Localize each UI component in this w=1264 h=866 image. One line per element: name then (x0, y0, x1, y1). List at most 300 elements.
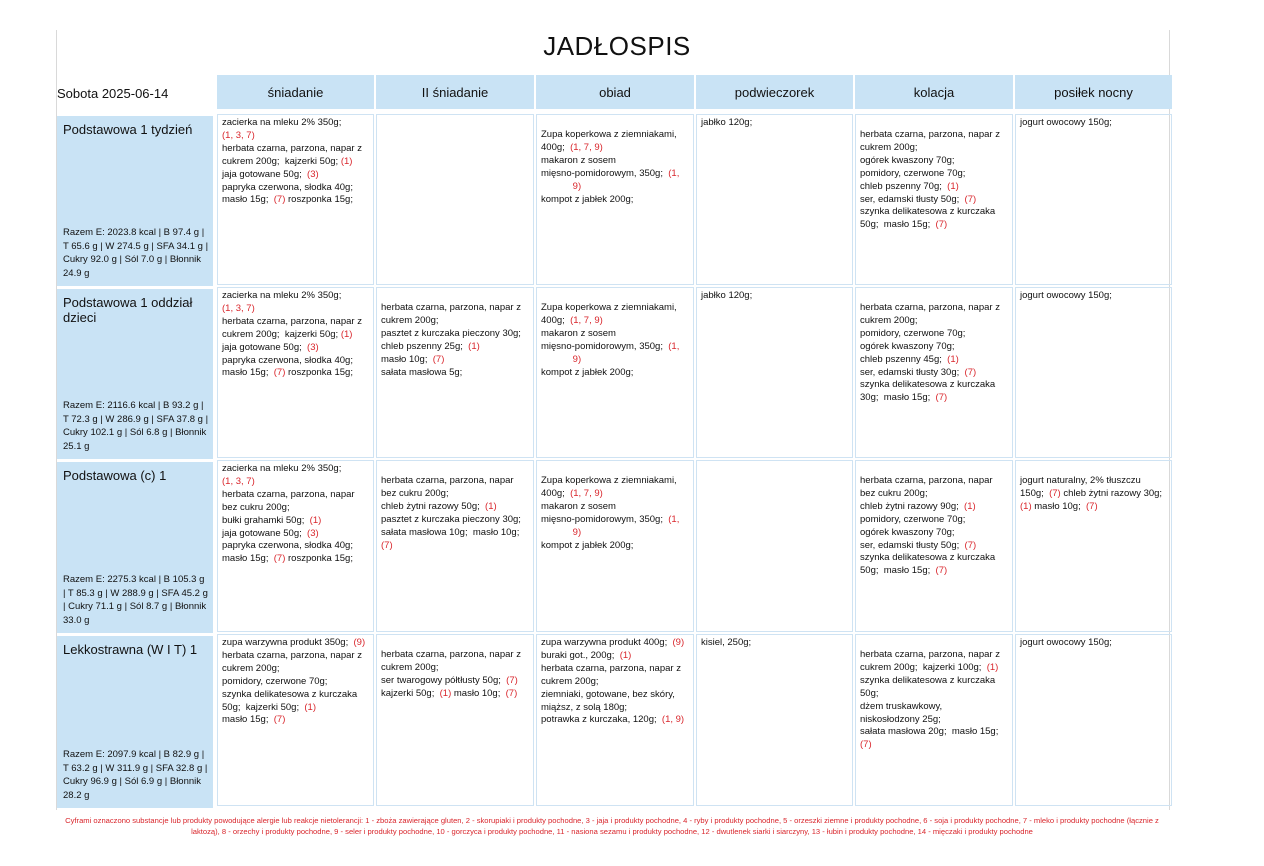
meal-line (860, 540, 1008, 553)
nutrition-summary: Razem E: 2023.8 kcal | B 97.4 g | T 65.6 g | W 274.5 g | SFA 34.1 g | Cukry 92.0 g | Sól 7.0 g | Błonnik 24.9 g (63, 227, 209, 279)
allergen-code: (1, 9) (661, 714, 685, 726)
meal-items (860, 129, 1008, 232)
meal-cell (855, 114, 1013, 285)
food-item-text: ogórek kwaszony 70g; (860, 526, 955, 538)
meal-line (541, 702, 689, 715)
food-item-text: szynka delikatesowa z kurczaka (222, 688, 358, 700)
food-item-text: pomidory, czerwone 70g; (860, 327, 966, 339)
allergen-code: (1) (309, 514, 322, 526)
food-item-text: jaja gotowane 50g; (222, 527, 308, 539)
meal-line (541, 194, 689, 207)
food-item-text: chleb pszenny 25g; (381, 340, 469, 352)
meal-line (1020, 501, 1167, 514)
meal-items (541, 302, 689, 379)
meal-line (222, 367, 369, 380)
meal-line (1020, 290, 1167, 303)
meal-line (860, 514, 1008, 527)
allergen-code: (3) (307, 341, 319, 353)
allergen-code: (7) (1086, 500, 1098, 512)
allergen-code: (1) (947, 353, 959, 365)
allergen-code: (7) (432, 353, 445, 365)
meal-line (541, 129, 689, 142)
meal-line (222, 476, 369, 489)
food-item-text: bez cukru 200g; (860, 487, 928, 499)
food-item-text: 50g; masło 15g; (860, 565, 936, 577)
food-item-text: herbata czarna, parzona, napar z (541, 662, 681, 674)
food-item-text: herbata czarna, parzona, napar z (860, 302, 1000, 313)
food-item-text: kompot z jabłek 200g; (541, 193, 634, 205)
allergen-code: (1) (340, 328, 353, 340)
allergen-code: (7) (273, 194, 286, 206)
food-item-text: masło 15g; (222, 194, 274, 206)
food-item-text: papryka czerwona, słodka 40g; (222, 181, 353, 193)
meal-line (222, 290, 369, 303)
meal-line (860, 194, 1008, 207)
food-item-text: chleb żytni razowy 50g; (381, 500, 486, 512)
meal-cell (696, 634, 853, 806)
allergen-footnote: Cyframi oznaczono substancje lub produkty powodujące alergie lub reakcje nietolerancji: 1 - zboża zawierające gluten, 2 - skorupiaki i produkty pochodne, 3 - jaja i produkty pochodne, 4 - ryby i produkty pochodne, 5 - orzeszki ziemne i produkty pochodne, 6 - soja i produkty pochodne, 7 - mleko i produkty pochodne (łącznie z laktozą), 8 - orzechy i produkty pochodne, 9 - seler i produkty pochodne, 10 - gorczyca i produkty pochodne, 11 - nasiona sezamu i produkty pochodne, 12 - dwutlenek siarki i siarczyny, 13 - łubin i produkty pochodne, 14 - mięczaki i produkty pochodne (65, 816, 1159, 836)
meal-line (222, 650, 369, 663)
allergen-code: (7) (1049, 487, 1061, 499)
food-item-text: ogórek kwaszony 70g; (860, 340, 955, 352)
allergen-code: (1) (947, 180, 959, 192)
food-item-text: chleb żytni razowy 30g; (1060, 487, 1163, 499)
meal-items (381, 475, 529, 552)
meal-line (541, 527, 689, 540)
allergen-code: (9) (672, 637, 685, 648)
meal-line (860, 475, 1008, 488)
food-item-text: ser, edamski tłusty 50g; (860, 539, 965, 551)
meal-items (1020, 290, 1167, 303)
allergen-code: (1) (986, 661, 999, 673)
allergen-code: (7) (935, 392, 948, 404)
meal-line (381, 328, 529, 341)
meal-line (222, 553, 369, 566)
food-item-text: herbata czarna, parzona, napar z (860, 129, 1000, 140)
nutrition-summary: Razem E: 2275.3 kcal | B 105.3 g | T 85.3 g | W 288.9 g | SFA 45.2 g | Cukry 71.1 g | Sól 8.7 g | Błonnik 33.0 g (63, 574, 208, 626)
food-item-text: niskosłodzony 25g; (860, 713, 941, 725)
food-item-text: sałata masłowa 5g; (381, 366, 463, 378)
food-item-text: cukrem 200g; (222, 662, 280, 674)
allergen-code: (7) (964, 539, 977, 551)
meal-cell (696, 460, 853, 632)
food-item-text: miąższ, z solą 180g; (541, 701, 628, 713)
meal-line (701, 637, 848, 650)
food-item-text: masło 15g; (222, 553, 274, 565)
food-item-text: cukrem 200g; (860, 314, 918, 326)
meal-cell (855, 460, 1013, 632)
meal-line (222, 182, 369, 195)
meal-line (222, 169, 369, 182)
meal-line (860, 328, 1008, 341)
meal-line (541, 501, 689, 514)
meal-line (541, 676, 689, 689)
food-item-text: jogurt owocowy 150g; (1020, 290, 1112, 301)
meal-line (541, 168, 689, 181)
meal-cell (1015, 114, 1172, 285)
meal-line (222, 663, 369, 676)
food-item-text: masło 15g; (222, 367, 274, 379)
meal-items (860, 302, 1008, 405)
meal-line (860, 168, 1008, 181)
meal-line (541, 341, 689, 354)
meal-line (860, 302, 1008, 315)
meal-line (860, 155, 1008, 168)
meal-line (381, 302, 529, 315)
food-item-text: Zupa koperkowa z ziemniakami, (541, 302, 677, 313)
meal-line (541, 142, 689, 155)
meal-line (541, 328, 689, 341)
food-item-text: szynka delikatesowa z kurczaka (860, 206, 996, 218)
allergen-code: (1) (619, 649, 632, 661)
meal-items (701, 637, 848, 650)
food-item-text: zupa warzywna produkt 400g; (541, 637, 673, 648)
meal-line (541, 181, 689, 194)
meal-line (381, 688, 529, 701)
food-item-text: masło 10g; (1031, 500, 1087, 512)
meal-items (701, 290, 848, 303)
meal-line (860, 367, 1008, 380)
meal-cell (696, 114, 853, 285)
meal-line (860, 527, 1008, 540)
allergen-code: (7) (506, 674, 518, 686)
menu-date: Sobota 2025-06-14 (57, 86, 169, 101)
food-item-text: cukrem 200g; kajzerki 100g; (860, 661, 987, 673)
meal-line (222, 117, 369, 130)
food-item-text: chleb pszenny 70g; (860, 180, 948, 192)
meal-line (860, 701, 1008, 714)
meal-line (381, 341, 529, 354)
meal-line (381, 675, 529, 688)
allergen-code: 9) (541, 180, 582, 192)
meal-items (222, 463, 369, 566)
food-item-text: ogórek kwaszony 70g; (860, 154, 955, 166)
food-item-text: cukrem 200g; (860, 141, 918, 153)
meal-line (541, 367, 689, 380)
meal-line (222, 329, 369, 342)
food-item-text: 30g; masło 15g; (860, 392, 936, 404)
food-item-text: bez cukru 200g; (381, 487, 449, 499)
meal-line (541, 650, 689, 663)
meal-cell (217, 634, 374, 806)
meal-line (381, 315, 529, 328)
food-item-text: potrawka z kurczaka, 120g; (541, 714, 662, 726)
food-item-text: jogurt owocowy 150g; (1020, 117, 1112, 128)
diet-label (57, 289, 213, 459)
meal-cell (376, 634, 534, 806)
meal-line (1020, 117, 1167, 130)
meal-items (860, 649, 1008, 752)
meal-cell (536, 460, 694, 632)
meal-header: śniadanie (217, 75, 374, 109)
meal-line (381, 514, 529, 527)
food-item-text: buraki got., 200g; (541, 649, 620, 661)
meal-line (222, 702, 369, 715)
allergen-code: (1) (439, 687, 452, 699)
meal-cell (536, 287, 694, 458)
food-item-text: ser twarogowy półtłusty 50g; (381, 674, 507, 686)
meal-header: kolacja (855, 75, 1013, 109)
meal-line (1020, 488, 1167, 501)
diet-name: Podstawowa 1 oddział dzieci (63, 295, 193, 325)
allergen-code: (1, 3, 7) (222, 475, 255, 487)
meal-cell (376, 460, 534, 632)
food-item-text: herbata czarna, parzona, napar (860, 475, 993, 486)
meal-line (860, 552, 1008, 565)
food-item-text: cukrem 200g; (381, 661, 439, 673)
food-item-text: masło 10g; (451, 687, 506, 699)
meal-items (541, 475, 689, 552)
food-item-text: jaja gotowane 50g; (222, 341, 308, 353)
meal-header: posiłek nocny (1015, 75, 1172, 109)
allergen-code: (1) (304, 701, 317, 713)
food-item-text: chleb żytni razowy 90g; (860, 500, 965, 512)
meal-line (222, 194, 369, 207)
meal-items (381, 302, 529, 379)
food-item-text: herbata czarna, parzona, napar z (222, 315, 362, 327)
meal-cell (536, 634, 694, 806)
food-item-text: ziemniaki, gotowane, bez skóry, (541, 688, 675, 700)
meal-cell (217, 287, 374, 458)
food-item-text: makaron z sosem (541, 500, 616, 512)
food-item-text: sałata masłowa 20g; masło 15g; (860, 726, 999, 738)
food-item-text: kisiel, 250g; (701, 637, 752, 648)
meal-line (860, 379, 1008, 392)
food-item-text: Zupa koperkowa z ziemniakami, (541, 129, 677, 140)
meal-line (381, 475, 529, 488)
food-item-text: pomidory, czerwone 70g; (860, 167, 966, 179)
meal-cell (1015, 460, 1172, 632)
meal-line (222, 515, 369, 528)
food-item-text: ser, edamski tłusty 50g; (860, 193, 965, 205)
meal-line (381, 354, 529, 367)
allergen-code: (1, 7, 9) (570, 487, 603, 499)
food-item-text: mięsno-pomidorowym, 350g; (541, 167, 669, 179)
allergen-code: (7) (860, 739, 872, 751)
food-item-text: 400g; (541, 314, 571, 326)
food-item-text: pasztet z kurczaka pieczony 30g; (381, 513, 521, 525)
meal-line (860, 714, 1008, 727)
meal-line (860, 129, 1008, 142)
allergen-code: (1) (1020, 500, 1032, 512)
meal-line (860, 501, 1008, 514)
diet-label (57, 462, 213, 633)
food-item-text: 150g; (1020, 487, 1050, 499)
food-item-text: 50g; kajzerki 50g; (222, 701, 305, 713)
food-item-text: papryka czerwona, słodka 40g; (222, 540, 353, 552)
diet-name: Podstawowa (c) 1 (63, 468, 167, 483)
meal-line (222, 143, 369, 156)
allergen-code: (3) (307, 527, 319, 539)
allergen-code: (1) (964, 500, 976, 512)
allergen-code: (7) (273, 714, 286, 726)
meal-cell (536, 114, 694, 285)
meal-line (381, 527, 529, 540)
food-item-text: mięsno-pomidorowym, 350g; (541, 340, 669, 352)
meal-line (860, 649, 1008, 662)
allergen-code: (1) (468, 340, 480, 352)
meal-items (541, 637, 689, 727)
meal-line (222, 130, 369, 143)
food-item-text: 50g; (860, 687, 879, 699)
meal-line (860, 142, 1008, 155)
food-item-text: kajzerki 50g; (381, 687, 440, 699)
food-item-text: herbata czarna, parzona, napar (381, 475, 514, 486)
food-item-text: zupa warzywna produkt 350g; (222, 637, 354, 648)
meal-line (222, 502, 369, 515)
meal-line (541, 155, 689, 168)
meal-items (1020, 117, 1167, 130)
meal-line (222, 540, 369, 553)
allergen-code: (7) (381, 539, 393, 551)
food-item-text: herbata czarna, parzona, napar z (222, 649, 362, 661)
food-item-text: zacierka na mleku 2% 350g; (222, 290, 342, 301)
food-item-text: bez cukru 200g; (222, 501, 290, 513)
allergen-code: (7) (964, 366, 977, 378)
meal-items (701, 117, 848, 130)
meal-line (860, 354, 1008, 367)
meal-line (541, 302, 689, 315)
meal-cell (855, 287, 1013, 458)
food-item-text: jogurt naturalny, 2% tłuszczu (1020, 475, 1141, 486)
food-item-text: roszponka 15g; (285, 194, 353, 206)
allergen-code: 9) (541, 353, 582, 365)
allergen-code: (1, (668, 513, 680, 525)
food-item-text: szynka delikatesowa z kurczaka (860, 379, 996, 391)
food-item-text: papryka czerwona, słodka 40g; (222, 354, 353, 366)
meal-cell (1015, 287, 1172, 458)
allergen-code: (7) (273, 553, 286, 565)
meal-line (860, 488, 1008, 501)
food-item-text: herbata czarna, parzona, napar (222, 488, 355, 500)
meal-line (860, 392, 1008, 405)
food-item-text: jaja gotowane 50g; (222, 168, 308, 180)
meal-line (860, 565, 1008, 578)
meal-line (860, 726, 1008, 739)
meal-line (541, 663, 689, 676)
page-title: JADŁOSPIS (543, 31, 691, 61)
meal-items (1020, 475, 1167, 514)
meal-line (541, 315, 689, 328)
meal-line (222, 528, 369, 541)
meal-line (541, 354, 689, 367)
food-item-text: jogurt owocowy 150g; (1020, 637, 1112, 648)
food-item-text: pomidory, czerwone 70g; (860, 513, 966, 525)
food-item-text: cukrem 200g; (541, 675, 599, 687)
meal-line (541, 689, 689, 702)
meal-line (381, 501, 529, 514)
meal-line (381, 367, 529, 380)
diet-name: Podstawowa 1 tydzień (63, 122, 193, 137)
meal-line (381, 540, 529, 553)
meal-line (860, 206, 1008, 219)
food-item-text: jabłko 120g; (701, 117, 753, 128)
food-item-text: masło 10g; (381, 353, 433, 365)
meal-items (381, 649, 529, 701)
meal-line (860, 181, 1008, 194)
food-item-text: herbata czarna, parzona, napar z (381, 649, 521, 660)
allergen-code: (3) (307, 168, 319, 180)
meal-cell (376, 287, 534, 458)
meal-line (541, 475, 689, 488)
food-item-text: makaron z sosem (541, 154, 616, 166)
food-item-text: cukrem 200g; kajzerki 50g; (222, 328, 341, 340)
meal-line (222, 316, 369, 329)
meal-cell (217, 460, 374, 632)
food-item-text: 50g; masło 15g; (860, 219, 936, 231)
allergen-code: (7) (273, 367, 286, 379)
meal-line (541, 714, 689, 727)
allergen-code: (7) (964, 193, 977, 205)
allergen-code: (1) (340, 155, 353, 167)
meal-items (222, 117, 369, 207)
allergen-code: (7) (935, 219, 948, 231)
meal-line (222, 303, 369, 316)
meal-items (860, 475, 1008, 578)
meal-items (222, 637, 369, 727)
meal-items (1020, 637, 1167, 650)
meal-line (701, 117, 848, 130)
allergen-code: (7) (505, 687, 518, 699)
meal-line (222, 676, 369, 689)
meal-line (541, 637, 689, 650)
food-item-text: zacierka na mleku 2% 350g; (222, 117, 342, 128)
meal-line (222, 489, 369, 502)
food-item-text: herbata czarna, parzona, napar z (381, 302, 521, 313)
meal-cell (376, 114, 534, 285)
meal-line (222, 156, 369, 169)
food-item-text: herbata czarna, parzona, napar z (222, 142, 362, 154)
food-item-text: szynka delikatesowa z kurczaka (860, 674, 996, 686)
meal-cell (696, 287, 853, 458)
food-item-text: kompot z jabłek 200g; (541, 539, 634, 551)
food-item-text: cukrem 200g; kajzerki 50g; (222, 155, 341, 167)
nutrition-summary: Razem E: 2097.9 kcal | B 82.9 g | T 63.2 g | W 311.9 g | SFA 32.8 g | Cukry 96.9 g | Sól 6.9 g | Błonnik 28.2 g (63, 749, 208, 801)
meal-line (222, 342, 369, 355)
food-item-text: bułki grahamki 50g; (222, 514, 310, 526)
diet-label (57, 116, 213, 286)
food-item-text: cukrem 200g; (381, 314, 439, 326)
meal-line (860, 315, 1008, 328)
meal-items (541, 129, 689, 206)
diet-name: Lekkostrawna (W I T) 1 (63, 642, 198, 657)
meal-line (860, 675, 1008, 688)
meal-line (222, 689, 369, 702)
meal-cell (855, 634, 1013, 806)
food-item-text: ser, edamski tłusty 30g; (860, 366, 965, 378)
food-item-text: 400g; (541, 141, 571, 153)
meal-line (860, 739, 1008, 752)
allergen-code: (1, 7, 9) (570, 141, 603, 153)
food-item-text: jabłko 120g; (701, 290, 753, 301)
food-item-text: kompot z jabłek 200g; (541, 366, 634, 378)
meal-line (541, 514, 689, 527)
meal-line (222, 463, 369, 476)
food-item-text: 400g; (541, 487, 571, 499)
food-item-text: makaron z sosem (541, 327, 616, 339)
meal-line (1020, 475, 1167, 488)
food-item-text: mięsno-pomidorowym, 350g; (541, 513, 669, 525)
meal-header: podwieczorek (696, 75, 853, 109)
food-item-text: szynka delikatesowa z kurczaka (860, 552, 996, 564)
meal-header: II śniadanie (376, 75, 534, 109)
meal-line (1020, 637, 1167, 650)
meal-items (222, 290, 369, 380)
food-item-text: zacierka na mleku 2% 350g; (222, 463, 342, 474)
meal-line (701, 290, 848, 303)
food-item-text: Zupa koperkowa z ziemniakami, (541, 475, 677, 486)
food-item-text: pomidory, czerwone 70g; (222, 675, 328, 687)
